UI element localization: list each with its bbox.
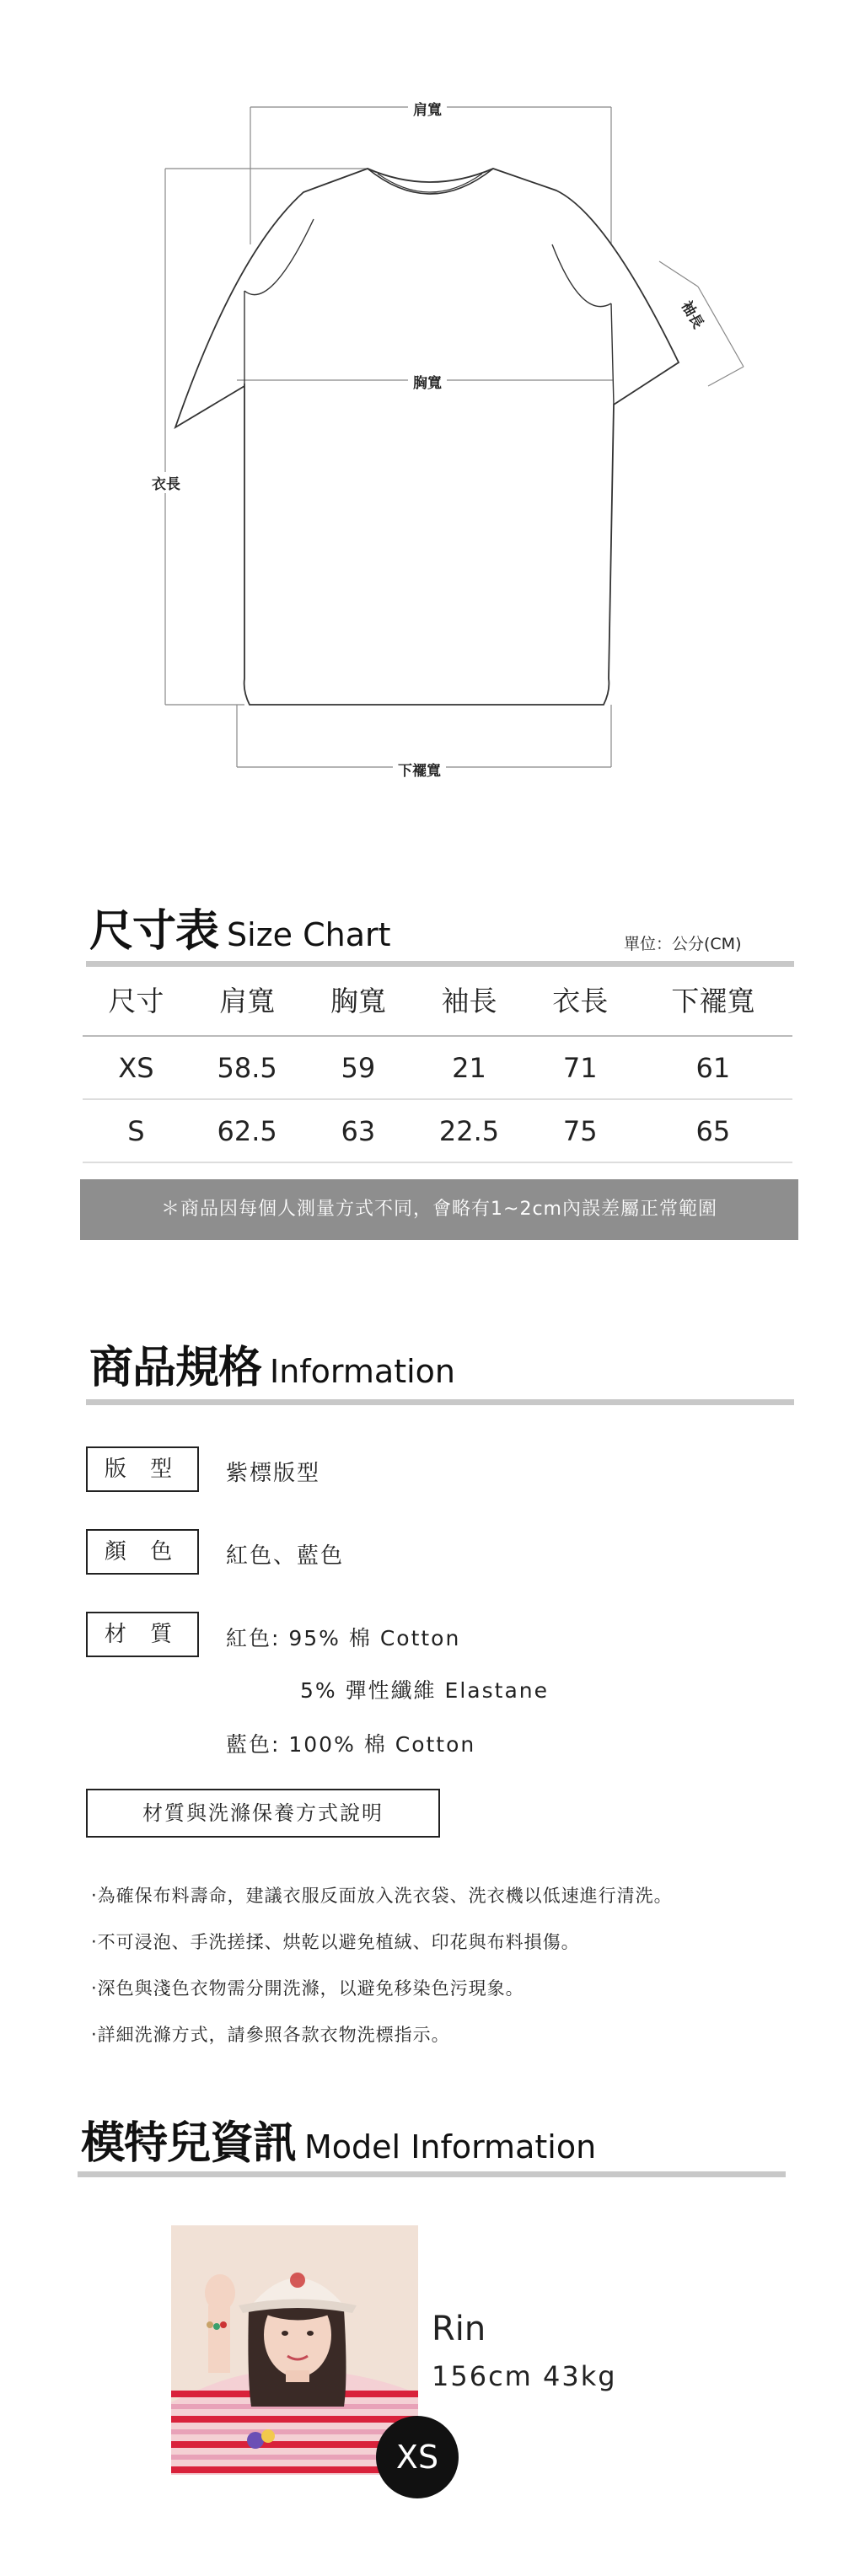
- size-table-header: [83, 963, 792, 1036]
- cell: 63: [304, 1099, 411, 1162]
- model-title-en: Model Information: [304, 2128, 597, 2165]
- model-title-zh: 模特兒資訊: [81, 2118, 297, 2169]
- col-hem: 下襬寬: [634, 963, 792, 1036]
- color-value: 紅色、藍色: [226, 1543, 345, 1569]
- model-title: [81, 2107, 596, 2171]
- length-label: 衣長: [147, 472, 185, 493]
- care-line: ‧詳細洗滌方式，請參照各款衣物洗標指示。: [91, 2025, 450, 2045]
- shoulder-label: 肩寬: [408, 98, 447, 119]
- col-size: 尺寸: [83, 963, 190, 1036]
- cell: 75: [527, 1099, 634, 1162]
- size-table: [83, 963, 792, 1163]
- cell: XS: [83, 1036, 190, 1099]
- info-rule: [86, 1399, 794, 1405]
- info-title: [89, 1332, 455, 1395]
- tshirt-measurement-diagram: [0, 0, 843, 843]
- fit-value: 紫標版型: [226, 1461, 321, 1486]
- cell: 58.5: [190, 1036, 305, 1099]
- measurement-note: ＊商品因每個人測量方式不同，會略有1~2cm內誤差屬正常範圍: [80, 1179, 798, 1240]
- model-measurements: 156cm 43kg: [432, 2360, 617, 2392]
- fit-tag: 版 型: [86, 1446, 199, 1492]
- size-chart-title-en: Size Chart: [227, 916, 391, 953]
- care-line: ‧深色與淺色衣物需分開洗滌，以避免移染色污現象。: [91, 1978, 524, 1999]
- cell: 22.5: [411, 1099, 527, 1162]
- model-rule: [78, 2171, 786, 2177]
- sleeve-label: 袖長: [677, 298, 706, 332]
- care-line: ‧為確保布料壽命，建議衣服反面放入洗衣袋、洗衣機以低速進行清洗。: [91, 1886, 673, 1906]
- cell: 61: [634, 1036, 792, 1099]
- info-title-zh: 商品規格: [89, 1343, 262, 1393]
- size-chart-title-zh: 尺寸表: [89, 906, 219, 957]
- col-length: 衣長: [527, 963, 634, 1036]
- color-tag: 顏 色: [86, 1529, 199, 1575]
- cell: 65: [634, 1099, 792, 1162]
- model-size-badge: XS: [376, 2416, 459, 2498]
- col-sleeve: 袖長: [411, 963, 527, 1036]
- cell: 59: [304, 1036, 411, 1099]
- table-row: [83, 1099, 792, 1162]
- material-line: 紅色: 95% 棉 Cotton: [226, 1626, 461, 1650]
- hem-label: 下襬寬: [393, 759, 446, 780]
- table-row: [83, 1036, 792, 1099]
- material-line: 5% 彈性纖維 Elastane: [300, 1678, 549, 1703]
- col-chest: 胸寬: [304, 963, 411, 1036]
- cell: 21: [411, 1036, 527, 1099]
- material-tag: 材 質: [86, 1612, 199, 1657]
- care-line: ‧不可浸泡、手洗搓揉、烘乾以避免植絨、印花與布料損傷。: [91, 1932, 580, 1952]
- model-name: Rin: [432, 2310, 486, 2348]
- size-chart-title: [89, 895, 391, 958]
- col-shoulder: 肩寬: [190, 963, 305, 1036]
- cell: S: [83, 1099, 190, 1162]
- care-title-box: 材質與洗滌保養方式說明: [86, 1789, 440, 1838]
- cell: 71: [527, 1036, 634, 1099]
- info-title-en: Information: [270, 1353, 455, 1390]
- chest-label: 胸寬: [408, 371, 447, 392]
- material-line: 藍色: 100% 棉 Cotton: [226, 1732, 476, 1757]
- unit-label: 單位：公分(CM): [624, 935, 742, 953]
- cell: 62.5: [190, 1099, 305, 1162]
